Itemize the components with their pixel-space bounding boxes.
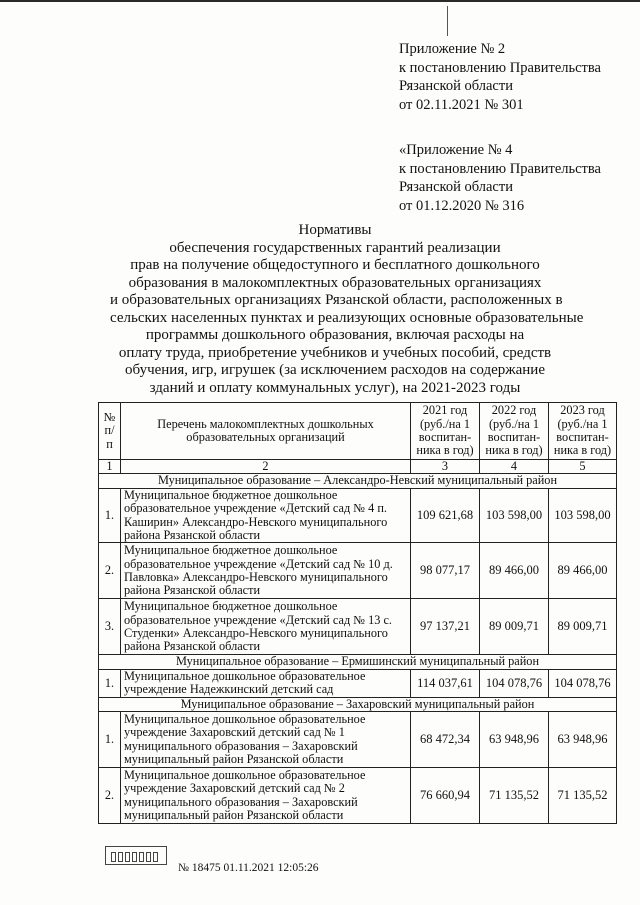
value-2021: 76 660,94: [411, 768, 480, 824]
value-2023: 63 948,96: [549, 712, 617, 768]
title-line: сельских населенных пунктах и реализующих основные образовательные: [110, 309, 584, 326]
appendix-line: «Приложение № 4: [399, 142, 513, 158]
title-line: оплату труда, приобретение учебников и учебных пособий, средств: [118, 344, 552, 361]
appendix-block-current: [399, 40, 601, 114]
column-number: 3: [411, 460, 480, 474]
table-row: [99, 768, 617, 824]
column-number: 5: [549, 460, 617, 474]
value-2022: 89 466,00: [480, 543, 549, 599]
value-2022: 104 078,76: [480, 669, 549, 697]
appendix-line: Рязанской области: [399, 78, 513, 94]
table-row: [99, 669, 617, 697]
value-2022: 103 598,00: [480, 488, 549, 543]
title-line: Нормативы: [298, 222, 372, 238]
scan-mark: [447, 6, 448, 36]
document-title: [110, 222, 584, 397]
appendix-line: Рязанской области: [399, 179, 513, 195]
org-name: Муниципальное бюджетное дошкольное образовательное учреждение «Детский сад № 13 с. Студенки» Александро-Невского муниципального района Рязанской области: [121, 599, 411, 655]
registration-mark: № 18475 01.11.2021 12:05:26: [178, 862, 319, 874]
appendix-line: Приложение № 2: [399, 41, 506, 57]
value-2022: 71 135,52: [480, 768, 549, 824]
scan-top-edge: [0, 0, 640, 6]
appendix-line: от 01.12.2020 № 316: [399, 197, 525, 214]
title-line: зданий и оплату коммунальных услуг), на 2021-2023 годы: [149, 379, 521, 396]
government-building-stamp-icon: [105, 846, 167, 865]
value-2023: 89 466,00: [549, 543, 617, 599]
org-name: Муниципальное бюджетное дошкольное образовательное учреждение «Детский сад № 10 д. Павловка» Александро-Невского муниципального района Рязанской области: [121, 543, 411, 599]
org-name: Муниципальное дошкольное образовательное учреждение Захаровский детский сад № 1 муниципального образования – Захаровский муниципальный район Рязанской области: [121, 712, 411, 768]
value-2021: 109 621,68: [411, 488, 480, 543]
appendix-line: от 02.11.2021 № 301: [399, 96, 524, 113]
header-2023: 2023 год (руб./на 1 воспитан-ника в год): [549, 403, 617, 460]
row-number: 1.: [99, 488, 121, 543]
value-2022: 89 009,71: [480, 599, 549, 655]
row-number: 2.: [99, 543, 121, 599]
value-2023: 89 009,71: [549, 599, 617, 655]
row-number: 2.: [99, 768, 121, 824]
header-num: № п/п: [99, 403, 121, 460]
value-2022: 63 948,96: [480, 712, 549, 768]
row-number: 1.: [99, 669, 121, 697]
section-row: [99, 697, 617, 711]
title-line: обеспечения государственных гарантий реализации: [169, 239, 501, 256]
section-row: [99, 655, 617, 669]
table-row: [99, 488, 617, 543]
org-name: Муниципальное дошкольное образовательное учреждение Захаровский детский сад № 2 муниципального образования – Захаровский муниципальный район Рязанской области: [121, 768, 411, 824]
row-number: 3.: [99, 599, 121, 655]
title-line: прав на получение общедоступного и бесплатного дошкольного: [130, 257, 540, 273]
value-2023: 103 598,00: [549, 488, 617, 543]
section-title: Муниципальное образование – Ермишинский муниципальный район: [99, 655, 617, 669]
header-2022: 2022 год (руб./на 1 воспитан-ника в год): [480, 403, 549, 460]
org-name: Муниципальное бюджетное дошкольное образовательное учреждение «Детский сад № 4 п. Каширин» Александро-Невского муниципального района Рязанской области: [121, 488, 411, 543]
column-number-row: [99, 460, 617, 474]
header-name: Перечень малокомплектных дошкольных образовательных организаций: [121, 403, 411, 460]
appendix-block-previous: [399, 141, 601, 215]
title-line: образования в малокомплектных образовательных организациях: [128, 274, 542, 291]
title-line: обучения, игр, игрушек (за исключением расходов на содержание: [125, 362, 545, 378]
section-row: [99, 474, 617, 488]
section-title: Муниципальное образование – Александро-Невский муниципальный район: [99, 474, 617, 488]
value-2023: 71 135,52: [549, 768, 617, 824]
header-2021: 2021 год (руб./на 1 воспитан-ника в год): [411, 403, 480, 460]
title-line: и образовательных организациях Рязанской области, расположенных в: [110, 292, 563, 308]
row-number: 1.: [99, 712, 121, 768]
column-number: 1: [99, 460, 121, 474]
value-2023: 104 078,76: [549, 669, 617, 697]
table-row: [99, 599, 617, 655]
value-2021: 114 037,61: [411, 669, 480, 697]
title-line: программы дошкольного образования, включая расходы на: [145, 327, 525, 343]
table-header-row: [99, 403, 617, 460]
column-number: 4: [480, 460, 549, 474]
table-row: [99, 712, 617, 768]
norms-table: [98, 402, 617, 824]
org-name: Муниципальное дошкольное образовательное учреждение Надежкинский детский сад: [121, 669, 411, 697]
appendix-line: к постановлению Правительства: [399, 59, 601, 76]
column-number: 2: [121, 460, 411, 474]
table-row: [99, 543, 617, 599]
value-2021: 97 137,21: [411, 599, 480, 655]
value-2021: 98 077,17: [411, 543, 480, 599]
value-2021: 68 472,34: [411, 712, 480, 768]
appendix-line: к постановлению Правительства: [399, 160, 601, 177]
section-title: Муниципальное образование – Захаровский муниципальный район: [99, 697, 617, 711]
